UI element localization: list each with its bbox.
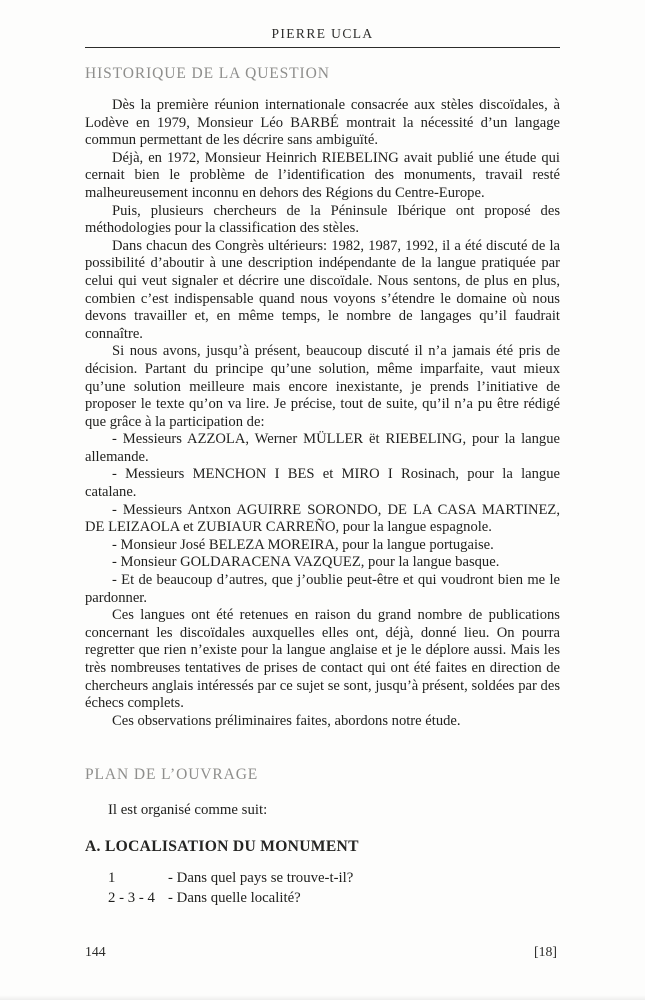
paragraph: Ces observations préliminaires faites, abordons notre étude. <box>112 712 461 729</box>
paragraph: Ces langues ont été retenues en raison du grand nombre de publications concernant les discoïdales auxquelles elles ont, déjà, donné lieu. On pourra regretter que rien n’existe pour la langue anglaise et je le déplore aussi. Mais les très nombreuses tentatives de prises de contact qui ont été faites en direction de chercheurs anglais intéressés par ce sujet se sont, jusqu’à présent, soldées par des échecs complets. <box>85 607 560 712</box>
page-content <box>85 0 560 908</box>
page-footer <box>85 944 557 960</box>
contributor-item: - Messieurs MENCHON I BES et MIRO I Rosinach, pour la langue catalane. <box>85 466 560 501</box>
contributor-item: - Et de beaucoup d’autres, que j’oublie peut-être et qui voudront bien me le pardonner. <box>85 572 560 606</box>
paragraph: Déjà, en 1972, Monsieur Heinrich RIEBELING avait publié une étude qui cernait bien le problème de l’identification des monuments, travail resté malheureusement inconnu en dehors des Régions du Centre-Europe. <box>85 149 560 201</box>
plan-item-number: 1 <box>108 870 116 887</box>
plan-list <box>85 869 560 908</box>
paragraph: Si nous avons, jusqu’à présent, beaucoup discuté il n’a jamais été pris de décision. Partant du principe qu’une solution, même imparfaite, vaut mieux qu’une solution meilleure mais encore inexistante, je prends l’initiative de proposer le texte qu’on va lire. Je précise, tout de suite, qu’il n’a pu être rédigé que grâce à la participation de: <box>85 343 560 430</box>
contributor-item: - Messieurs Antxon AGUIRRE SORONDO, DE LA CASA MARTINEZ, DE LEIZAOLA et ZUBIAUR CARREÑO, pour la langue espagnole. <box>85 501 560 536</box>
paragraph: Dans chacun des Congrès ultérieurs: 1982, 1987, 1992, il a été discuté de la possibilité d’aboutir à une description indépendante de la langue pratiquée par celui qui veut signaler et décrire une discoïdale. Nous sentons, de plus en plus, combien c’est indispensable quand nous voyons s’étendre le domaine où nous devons travailler et, en même temps, le nombre de langages qu’il faudrait connaître. <box>85 237 560 342</box>
plan-item-text: - Dans quel pays se trouve-t-il? <box>168 870 354 887</box>
plan-list-item <box>85 869 560 889</box>
paragraph: Dès la première réunion internationale consacrée aux stèles discoïdales, à Lodève en 1979, Monsieur Léo BARBÉ montrait la nécessité d’un langage commun permettant de les décrire sans ambiguïté. <box>85 97 560 149</box>
contributor-item: - Messieurs AZZOLA, Werner MÜLLER ët RIEBELING, pour la langue allemande. <box>85 431 560 465</box>
paragraph: Puis, plusieurs chercheurs de la Péninsule Ibérique ont proposé des méthodologies pour la classification des stèles. <box>85 202 560 237</box>
plan-subheading-localisation: A. LOCALISATION DU MONUMENT <box>85 838 359 856</box>
contributor-item: - Monsieur José BELEZA MOREIRA, pour la langue portugaise. <box>112 536 494 553</box>
plan-list-item <box>85 889 560 909</box>
scan-edge-shadow <box>0 995 645 1000</box>
historique-body <box>85 97 560 730</box>
running-header-author: PIERRE UCLA <box>271 26 374 41</box>
header-rule <box>85 47 560 48</box>
contributor-item: - Monsieur GOLDARACENA VAZQUEZ, pour la langue basque. <box>112 554 500 571</box>
footer-issue-number: [18] <box>534 944 557 959</box>
section-heading-plan: PLAN DE L’OUVRAGE <box>85 766 259 784</box>
section-heading-historique: HISTORIQUE DE LA QUESTION <box>85 65 330 82</box>
plan-item-number: 2 - 3 - 4 <box>108 889 155 906</box>
footer-page-number: 144 <box>85 944 106 959</box>
plan-item-text: - Dans quelle localité? <box>168 889 301 906</box>
plan-intro: Il est organisé comme suit: <box>108 802 268 819</box>
